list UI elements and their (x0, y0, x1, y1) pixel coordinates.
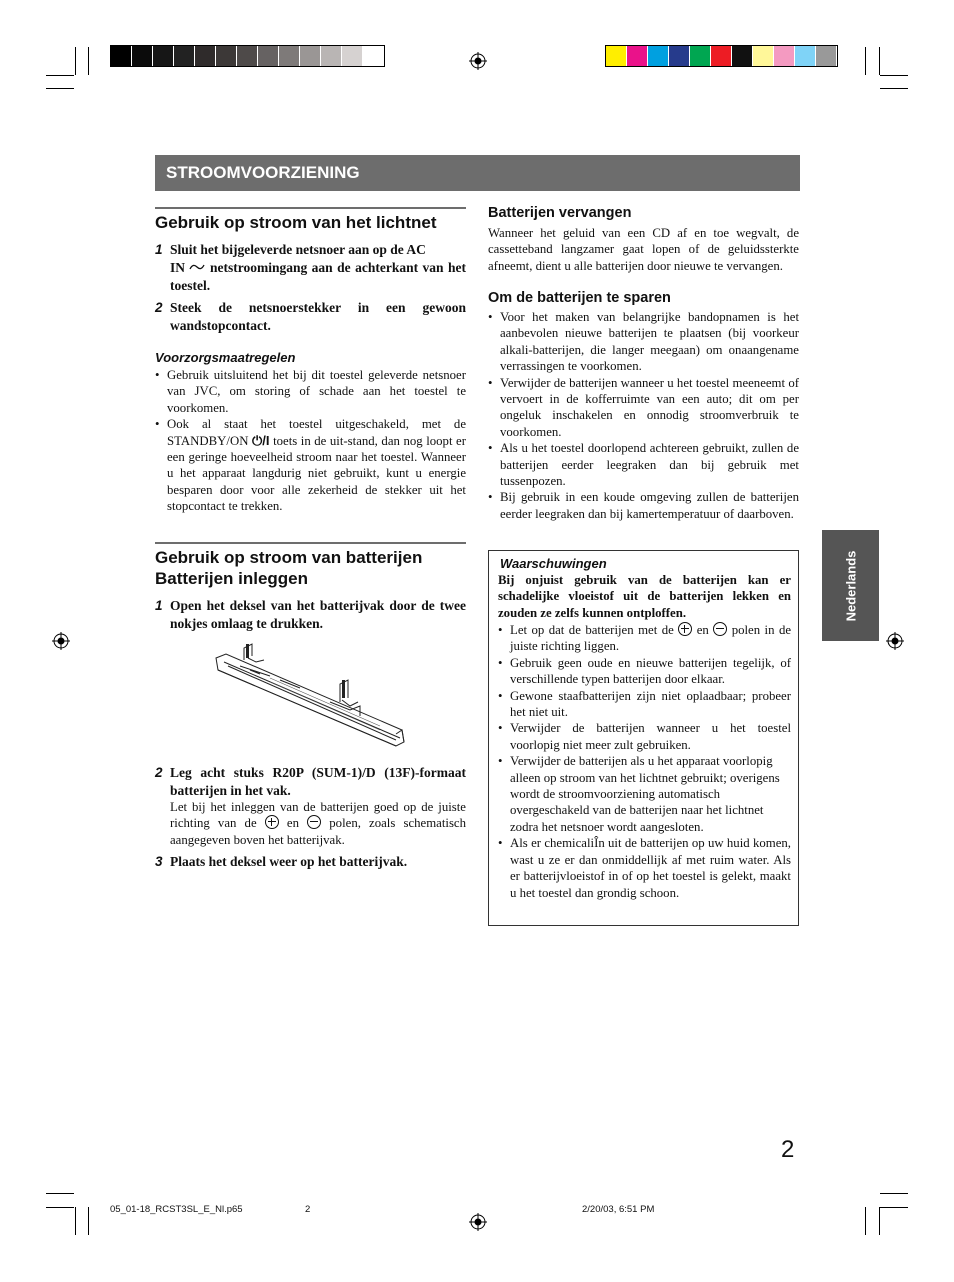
list-item: • Verwijder de batterijen wanneer u het toestel voorlopig niet meer zult gebruiken. (498, 720, 791, 753)
color-swatch (627, 46, 648, 66)
color-swatch (321, 46, 342, 66)
color-swatch (111, 46, 132, 66)
color-swatch (795, 46, 816, 66)
list-item: • Voor het maken van belangrijke bandopnamen is het aanbevolen nieuwe batterijen te plaatsen (bij voorkeur alkali-batterijen, die langer meegaan) om onaangename verrassingen te voorkomen. (488, 309, 799, 375)
ac-wave-icon (189, 262, 205, 272)
step-1-batteries: 1 Open het deksel van het batterijvak door de twee nokjes omlaag te drukken. (155, 598, 466, 631)
footer-page: 2 (305, 1204, 311, 1215)
color-swatch (279, 46, 300, 66)
color-swatch (258, 46, 279, 66)
warnings-heading: Waarschuwingen (500, 556, 607, 571)
save-batteries-list (488, 309, 799, 522)
list-item: • Let op dat de batterijen met de en polen in de juiste richting liggen. (498, 622, 791, 655)
color-swatch (732, 46, 753, 66)
section-banner (155, 155, 800, 191)
list-item: • Ook al staat het toestel uitgeschakeld, met de STANDBY/ON ⏻/I toets in de uit-stand, dan nog loopt er een geringe hoeveelheid stroom naar het toestel. Wanneer u het apparaat langdurig niet gebruikt, kunt u energie besparen door voor alle zekerheid de stekker uit het stopcontact te trekken. (155, 416, 466, 514)
section-heading-batteries: Gebruik op stroom van batterijen Batterijen inleggen (155, 548, 423, 588)
color-swatch (711, 46, 732, 66)
replace-batteries-text: Wanneer het geluid van een CD af en toe wegvalt, de cassetteband langzamer gaat lopen of de geluidssterkte afneemt, dient u alle batterijen door nieuwe te vervangen. (488, 226, 799, 273)
banner-title: STROOMVOORZIENING (166, 163, 360, 182)
color-swatch (606, 46, 627, 66)
color-swatch (774, 46, 795, 66)
list-item: • Als er chemicaliÎn uit de batterijen op uw huid komen, wast u ze er dan onmiddellijk af met ruim water. Als er batterijvloeistof in of op het toestel is gelekt, maakt u het toestel dan grondig schoon. (498, 835, 791, 901)
step-number: 2 (155, 765, 163, 780)
minus-pole-icon (713, 622, 727, 636)
list-item: • Bij gebruik in een koude omgeving zullen de batterijen eerder leegraken dan bij kamertemperatuur of daarboven. (488, 489, 799, 522)
list-item: • Gewone staafbatterijen zijn niet oplaadbaar; probeer het niet uit. (498, 688, 791, 721)
replace-batteries-heading: Batterijen vervangen (488, 205, 632, 221)
standby-power-icon: ⏻/I (252, 432, 270, 448)
language-tab (822, 530, 879, 641)
color-swatch (153, 46, 174, 66)
registration-mark-icon (52, 632, 70, 650)
color-swatch (669, 46, 690, 66)
step-number: 2 (155, 300, 163, 315)
registration-mark-icon (469, 1213, 487, 1231)
page-number: 2 (781, 1136, 795, 1163)
heading-rule (155, 207, 466, 209)
color-swatch (132, 46, 153, 66)
plus-pole-icon (678, 622, 692, 636)
cautions-list (155, 367, 466, 515)
minus-pole-icon (307, 815, 321, 829)
step-2-mains: 2 Steek de netsnoerstekker in een gewoon wandstopcontact. (155, 300, 466, 333)
step-3-batteries: 3 Plaats het deksel weer op het batterijvak. (155, 854, 408, 869)
section-heading-mains: Gebruik op stroom van het lichtnet (155, 213, 437, 232)
step-number: 1 (155, 598, 163, 613)
color-swatch (753, 46, 774, 66)
list-item: • Als u het toestel doorlopend achtereen gebruikt, zullen de batterijen eerder leegraken dan bij gebruik met tussenpozen. (488, 440, 799, 489)
cautions-heading: Voorzorgsmaatregelen (155, 350, 296, 365)
color-swatch (690, 46, 711, 66)
color-swatch (216, 46, 237, 66)
battery-lid-illustration (210, 640, 410, 752)
color-swatch (363, 46, 384, 66)
color-swatch (300, 46, 321, 66)
save-batteries-heading: Om de batterijen te sparen (488, 290, 671, 306)
heading-rule (155, 542, 466, 544)
registration-mark-icon (886, 632, 904, 650)
footer-date: 2/20/03, 6:51 PM (582, 1204, 655, 1215)
list-item: • Gebruik uitsluitend het bij dit toestel geleverde netsnoer van JVC, om storing of schade aan het toestel te voorkomen. (155, 367, 466, 416)
step-number: 1 (155, 242, 163, 257)
step-1-mains: 1 Sluit het bijgeleverde netsnoer aan op de AC IN netstroomingang aan de achterkant van het toestel. (155, 242, 467, 293)
color-swatch (237, 46, 258, 66)
step-2-note: Let bij het inleggen van de batterijen goed op de juiste richting van de en polen, zoals schematisch aangegeven boven het batterijvak. (170, 800, 467, 847)
list-item: • Gebruik geen oude en nieuwe batterijen tegelijk, of verschillende typen batterijen door elkaar. (498, 655, 791, 688)
warnings-box (488, 550, 799, 926)
language-tab-label: Nederlands (843, 550, 858, 621)
step-2-batteries: 2 Leg acht stuks R20P (SUM-1)/D (13F)-formaat batterijen in het vak. (155, 765, 466, 798)
list-item: • Verwijder de batterijen als u het apparaat voorlopig alleen op stroom van het lichtnet gebruikt; overigens wordt de stroomvoorziening automatisch overgeschakeld van de batterijen naar het lichtnet zodra het netsnoer wordt aangesloten. (498, 753, 791, 835)
color-swatch (648, 46, 669, 66)
plus-pole-icon (265, 815, 279, 829)
footer-filename: 05_01-18_RCST3SL_E_Nl.p65 (110, 1204, 243, 1215)
step-number: 3 (155, 854, 163, 869)
color-swatch (342, 46, 363, 66)
list-item: • Verwijder de batterijen wanneer u het toestel meeneemt of vervoert in de kofferruimte van een auto; dit om per ongeluk inschakelen en onnodig stroomverbruik te voorkomen. (488, 375, 799, 441)
color-swatch (816, 46, 837, 66)
color-swatch (195, 46, 216, 66)
registration-mark-icon (469, 52, 487, 70)
warnings-intro: Bij onjuist gebruik van de batterijen kan er schadelijke vloeistof uit de batterijen lekken en zouden ze zelfs kunnen ontploffen. (498, 573, 791, 620)
color-swatch (174, 46, 195, 66)
warnings-list (498, 622, 791, 901)
